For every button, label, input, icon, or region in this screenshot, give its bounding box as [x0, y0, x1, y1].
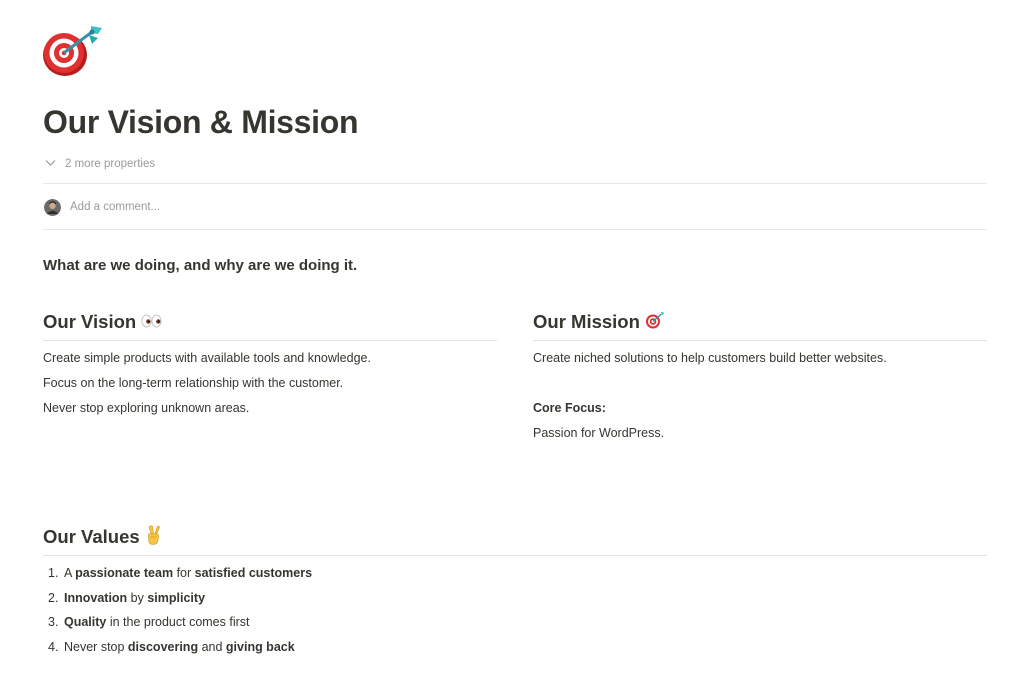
- more-properties-label: 2 more properties: [65, 158, 156, 170]
- list-item[interactable]: [43, 561, 987, 586]
- list-text: A passionate team for satisfied customers: [64, 566, 313, 580]
- heading-divider: [533, 340, 987, 341]
- heading-divider: [43, 555, 987, 556]
- values-heading[interactable]: [43, 524, 987, 550]
- mission-column: [533, 309, 987, 446]
- list-number: 2.: [48, 590, 59, 605]
- vision-line[interactable]: Never stop exploring unknown areas.: [43, 401, 250, 415]
- vision-heading[interactable]: [43, 309, 497, 335]
- avatar: [44, 199, 61, 216]
- vision-line[interactable]: Focus on the long-term relationship with the customer.: [43, 376, 344, 390]
- mission-line[interactable]: Create niched solutions to help customers build better websites.: [533, 351, 887, 365]
- comment-input[interactable]: [70, 201, 370, 213]
- list-text: Innovation by simplicity: [64, 590, 206, 605]
- list-item[interactable]: [43, 635, 987, 660]
- vision-heading-text: Our Vision: [43, 311, 137, 332]
- more-properties-toggle[interactable]: [44, 155, 155, 173]
- list-text: Quality in the product comes first: [64, 615, 250, 630]
- core-focus-label[interactable]: Core Focus:: [533, 401, 606, 415]
- divider: [43, 183, 987, 184]
- victory-hand-icon: [145, 525, 161, 550]
- vision-line[interactable]: Create simple products with available tools and knowledge.: [43, 351, 371, 365]
- mission-heading[interactable]: [533, 309, 987, 335]
- values-section: [43, 524, 987, 660]
- comment-row: [44, 198, 370, 216]
- empty-line: [533, 371, 987, 396]
- chevron-down-icon: [44, 156, 57, 172]
- heading-divider: [43, 340, 497, 341]
- list-text: Never stop discovering and giving back: [64, 640, 295, 655]
- values-list: [43, 561, 987, 660]
- page-title[interactable]: Our Vision & Mission: [43, 104, 359, 140]
- values-heading-text: Our Values: [43, 526, 140, 547]
- list-item[interactable]: [43, 586, 987, 611]
- core-focus-value[interactable]: Passion for WordPress.: [533, 426, 665, 440]
- list-number: 4.: [48, 640, 59, 655]
- target-dart-icon: [645, 311, 665, 334]
- intro-text[interactable]: What are we doing, and why are we doing it.: [43, 257, 358, 274]
- vision-column: [43, 309, 497, 421]
- divider: [43, 229, 987, 230]
- eyes-icon: [141, 311, 162, 333]
- target-dart-icon[interactable]: [42, 22, 106, 78]
- list-number: 1.: [48, 566, 59, 580]
- list-number: 3.: [48, 615, 59, 630]
- mission-heading-text: Our Mission: [533, 311, 640, 332]
- list-item[interactable]: [43, 610, 987, 635]
